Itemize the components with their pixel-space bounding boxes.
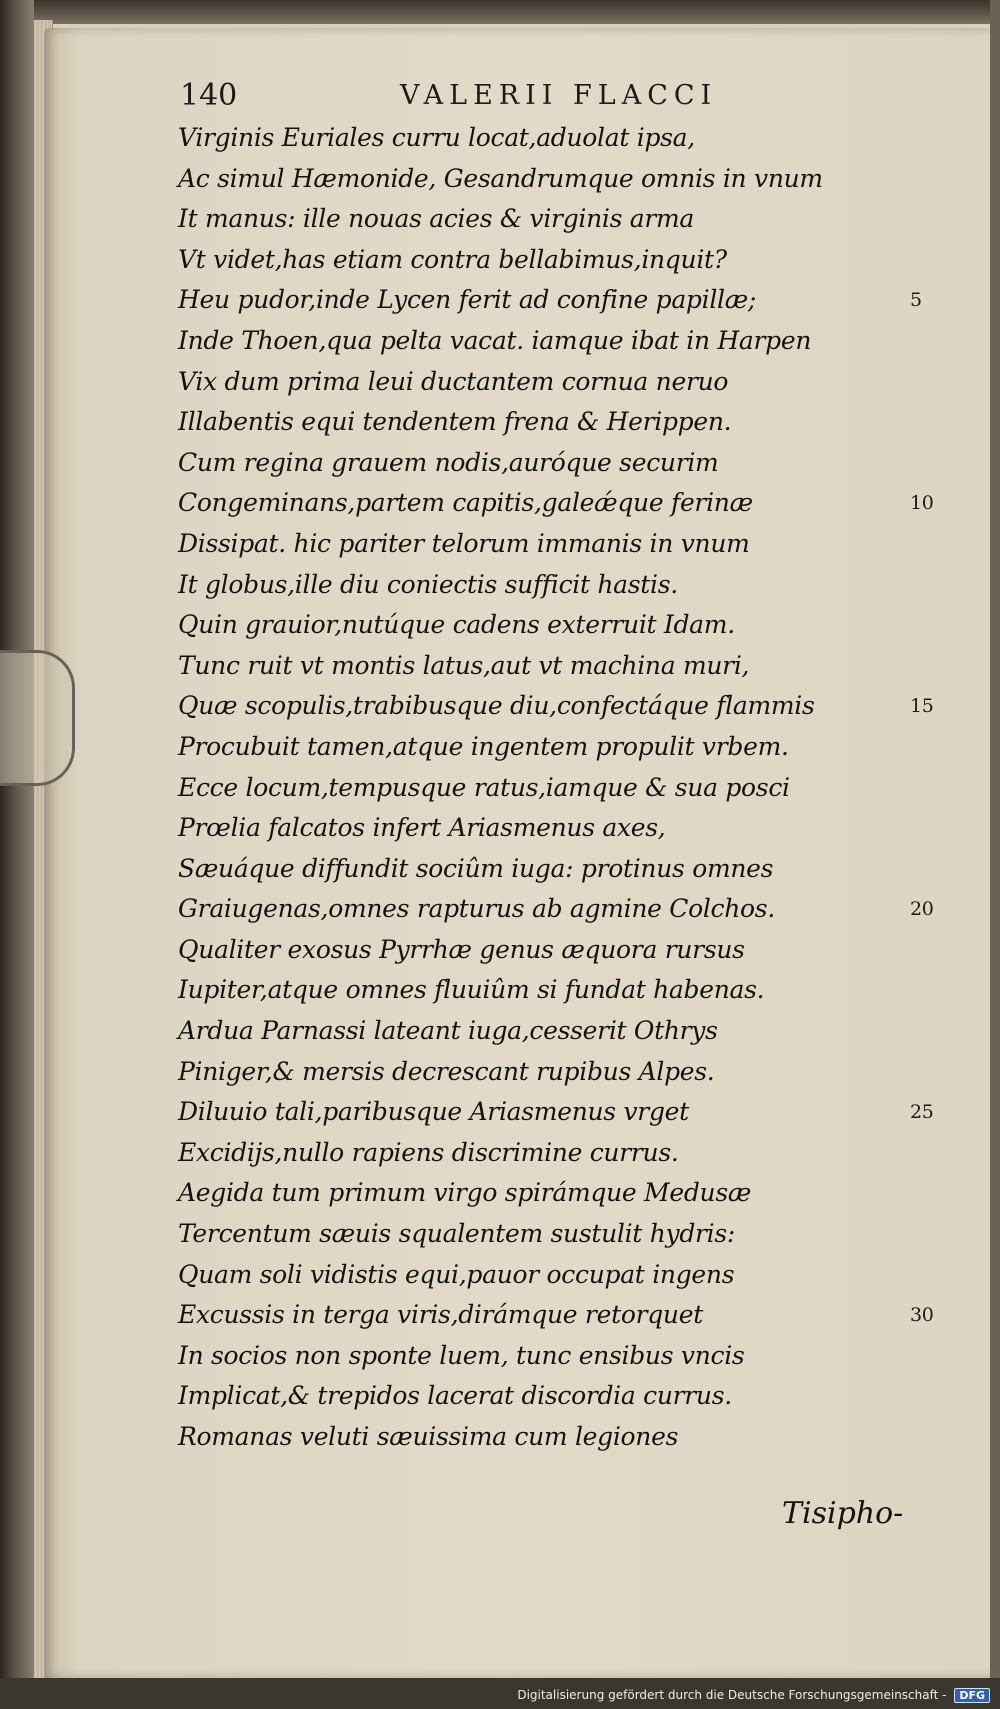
- verse-line: [178, 321, 918, 362]
- verse-line-text: Dissipat. hic pariter telorum immanis in vnum: [178, 528, 750, 558]
- verse-line: [178, 118, 918, 159]
- line-number: 30: [910, 1304, 934, 1327]
- verse-line: [178, 1255, 918, 1296]
- verse-line-text: Tunc ruit vt montis latus,aut vt machina muri,: [178, 650, 750, 680]
- verse-line: [178, 199, 918, 240]
- verse-line: [178, 1376, 918, 1417]
- line-number: 5: [910, 289, 922, 312]
- verse-line: [178, 1092, 934, 1133]
- verse-line-text: Quæ scopulis,trabibusque diu,confectáque flammis: [178, 691, 815, 721]
- verse-line: [178, 280, 922, 321]
- digitization-credit: [517, 1688, 990, 1703]
- verse-line-text: Excussis in terga viris,dirámque retorquet: [178, 1300, 703, 1330]
- page-clip: [0, 650, 75, 786]
- verse-line-text: Prœlia falcatos infert Ariasmenus axes,: [178, 813, 666, 843]
- verse-line-text: It manus: ille nouas acies & virginis arma: [178, 204, 695, 234]
- line-number: 20: [910, 898, 934, 921]
- verse-line-text: Cum regina grauem nodis,auróque securim: [178, 447, 719, 477]
- verse-line: [178, 930, 918, 971]
- verse-line-text: Tercentum sæuis squalentem sustulit hydris:: [178, 1219, 736, 1249]
- verse-line-text: Iupiter,atque omnes fluuiûm si fundat habenas.: [178, 975, 765, 1005]
- verse-line-text: Illabentis equi tendentem frena & Herippen.: [178, 407, 732, 437]
- verse-line-text: Procubuit tamen,atque ingentem propulit vrbem.: [178, 731, 789, 761]
- credit-text: Digitalisierung gefördert durch die Deutsche Forschungsgemeinschaft -: [517, 1688, 947, 1702]
- verse-block: [178, 118, 934, 1458]
- running-title: VALERII FLACCI: [400, 80, 718, 111]
- verse-line-text: Qualiter exosus Pyrrhæ genus æquora rursus: [178, 934, 745, 964]
- verse-line: [178, 1417, 918, 1458]
- page-number: 140: [180, 78, 238, 113]
- verse-line-text: In socios non sponte luem, tunc ensibus vncis: [178, 1340, 745, 1370]
- verse-line-text: Heu pudor,inde Lycen ferit ad confine papillæ;: [178, 285, 757, 315]
- verse-line-text: Aegida tum primum virgo spirámque Medusæ: [178, 1178, 752, 1208]
- verse-line: [178, 646, 918, 687]
- verse-line-text: Vix dum prima leui ductantem cornua neruo: [178, 366, 729, 396]
- verse-line-text: Congeminans,partem capitis,galeǽque ferinæ: [178, 488, 753, 518]
- verse-line: [178, 402, 918, 443]
- verse-line-text: Diluuio tali,paribusque Ariasmenus vrget: [178, 1097, 689, 1127]
- verse-line: [178, 1133, 918, 1174]
- verse-line-text: Inde Thoen,qua pelta vacat. iamque ibat in Harpen: [178, 325, 812, 355]
- verse-line-text: Excidijs,nullo rapiens discrimine currus.: [178, 1137, 679, 1167]
- verse-line-text: Sæuáque diffundit sociûm iuga: protinus omnes: [178, 853, 774, 883]
- verse-line: [178, 483, 934, 524]
- verse-line: [178, 849, 918, 890]
- verse-line: [178, 1173, 918, 1214]
- verse-line: [178, 727, 918, 768]
- verse-line: [178, 1052, 918, 1093]
- line-number: 10: [910, 492, 934, 515]
- verse-line: [178, 524, 918, 565]
- dfg-logo[interactable]: DFG: [954, 1688, 990, 1703]
- verse-line: [178, 1011, 918, 1052]
- verse-line-text: Implicat,& trepidos lacerat discordia currus.: [178, 1381, 732, 1411]
- scan-edge-right: [990, 0, 1000, 1709]
- verse-line: [178, 565, 918, 606]
- verse-line-text: Ecce locum,tempusque ratus,iamque & sua posci: [178, 772, 790, 802]
- verse-line: [178, 1336, 918, 1377]
- verse-line-text: Quam soli vidistis equi,pauor occupat ingens: [178, 1259, 735, 1289]
- scan-edge-left: [0, 0, 34, 1709]
- line-number: 25: [910, 1101, 934, 1124]
- verse-line: [178, 686, 934, 727]
- verse-line: [178, 605, 918, 646]
- verse-line: [178, 159, 918, 200]
- verse-line: [178, 443, 918, 484]
- verse-line: [178, 889, 934, 930]
- verse-line: [178, 1214, 918, 1255]
- catchword: Tisipho-: [782, 1496, 904, 1531]
- verse-line: [178, 1295, 934, 1336]
- line-number: 15: [910, 695, 934, 718]
- verse-line: [178, 362, 918, 403]
- verse-line-text: It globus,ille diu coniectis sufficit hastis.: [178, 569, 678, 599]
- verse-line-text: Vt videt,has etiam contra bellabimus,inquit?: [178, 244, 727, 274]
- scan-edge-top: [0, 0, 1000, 24]
- verse-line-text: Graiugenas,omnes rapturus ab agmine Colchos.: [178, 894, 775, 924]
- verse-line-text: Ac simul Hæmonide, Gesandrumque omnis in vnum: [178, 163, 823, 193]
- verse-line-text: Virginis Euriales curru locat,aduolat ipsa,: [178, 123, 695, 152]
- verse-line-text: Ardua Parnassi lateant iuga,cesserit Othrys: [178, 1016, 718, 1046]
- verse-line-text: Quin grauior,nutúque cadens exterruit Idam.: [178, 610, 735, 640]
- running-head: [180, 78, 940, 118]
- verse-line: [178, 970, 918, 1011]
- verse-line: [178, 808, 918, 849]
- verse-line: [178, 240, 918, 281]
- verse-line-text: Piniger,& mersis decrescant rupibus Alpes.: [178, 1056, 715, 1086]
- verse-line-text: Romanas veluti sæuissima cum legiones: [178, 1422, 679, 1451]
- verse-line: [178, 768, 918, 809]
